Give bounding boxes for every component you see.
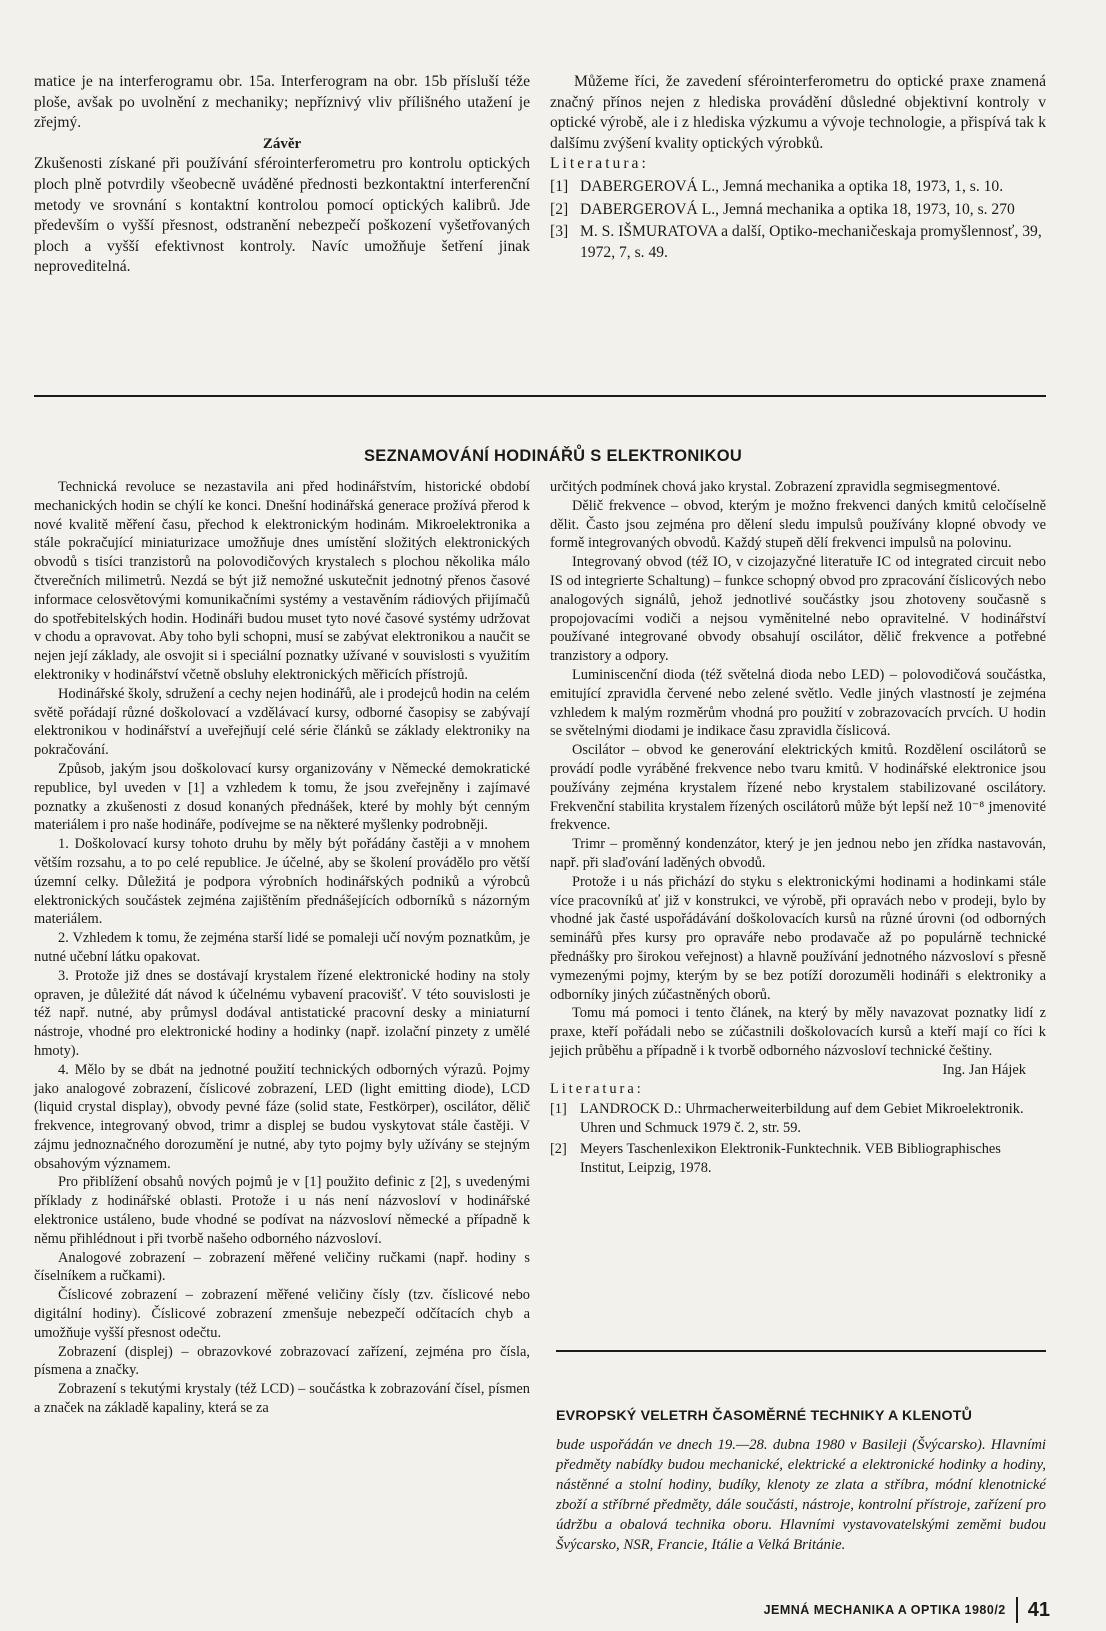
article-paragraph: Trimr – proměnný kondenzátor, který je jen jednou nebo jen zřídka nastavován, např. při slaďování laděných obvodů. [550,836,1046,871]
section-divider [34,395,1046,397]
article-paragraph: Tomu má pomoci i tento článek, na který by měly navazovat poznatky lidí z praxe, kteří pořádali nebo se zúčastnili doškolovacích kursů a kteří mají co říci k jejich průběhu a případně i k tvorbě odborného názvosloví technické češtiny. [550,1005,1046,1059]
reference-list [550,177,1046,263]
article-paragraph: Dělič frekvence – obvod, kterým je možno frekvenci daných kmitů celočíselně dělit. Často jsou zejména pro dělení sledu impulsů používány klopné obvody ve formě integrovaných obvodů. Každý stupeň dělí frekvenci impulsů na polovinu. [550,497,1046,552]
reference-text: DABERGEROVÁ L., Jemná mechanika a optika 18, 1973, 10, s. 270 [580,200,1015,218]
article-literature-heading: Literatura: [550,1080,644,1097]
conclusion-heading: Závěr [262,135,302,152]
reference-item [550,177,1046,198]
literature-heading: Literatura: [550,155,649,173]
reference-number: [3] [550,223,569,241]
closing-paragraph: Můžeme říci, že zavedení sférointerferometru do optické praxe znamená značný přínos nejen z hlediska provádění důsledné objektivní kontroly v optické výrobě, ale i z hlediska výzkumu a vývoje technologie, a přispívá tak k dalšímu zvýšení kvality optických výrobků. [550,73,1046,152]
article-paragraph: Číslicové zobrazení – zobrazení měřené veličiny čísly (tzv. číslicové nebo digitální hodiny). Číslicové zobrazení zmenšuje nebezpečí odčítacích chyb a umožňuje vyšší přesnost odečtu. [34,1287,530,1341]
article-paragraph: Oscilátor – obvod ke generování elektrických kmitů. Rozdělení oscilátorů se provádí podle vyráběné frekvence nebo tvaru kmitů. V hodinářské elektronice jsou používány zejména krystalem řízené nebo krystalem stabilizované oscilátory. Frekvenční stabilita krystalem řízených oscilátorů může být lepší než 10⁻⁸ jmenovité frekvence. [550,742,1046,834]
footer-separator [1016,1597,1018,1623]
article-paragraph: Technická revoluce se nezastavila ani před hodinářstvím, historické období mechanických hodin se chýlí ke konci. Dnešní hodinářská generace prožívá přerod k nové kvalitě měření času, přechod k elektronickým hodinám. Mikroelektronika a stále pokračující miniaturizace umožňuje dnes umístění složitých elektronických obvodů s tisíci tranzistorů na polovodičových krystalech s plochou několika málo čtverečních milimetrů. Nezdá se být již nemožné uskutečnit jednotný přenos časové informace celosvětovými komunikačními systémy a vestavěním rádiových přijímačů do spotřebitelských hodin. Hodináři budou muset tyto nové časové systémy udržovat v chodu a opravovat. Aby toho byli schopni, musí se zabývat elektronikou a naučit se nejen její základy, ale osvojit si i speciální poznatky užívané v souvislosti s využitím elektroniky v hodinářství včetně obsluhy elektronických měřicích přístrojů. [34,479,530,683]
intro-paragraph: matice je na interferogramu obr. 15a. Interferogram na obr. 15b přísluší téže ploše, avšak po uvolnění z mechaniky; nepříznivý vliv přílišného utažení je zřejmý. [34,73,530,132]
article-paragraph: Protože i u nás přichází do styku s elektronickými hodinami a hodinkami stále více pracovníků ať již v konstrukci, ve výrobě, při opravách nebo v prodeji, bylo by vhodné jak časté uspořádávání doškolovacích kursů na různé úrovni (od odborných seminářů přes kursy pro opraváře nebo prodavače až po populárně technické přednášky pro širokou veřejnost) a hlavně používání jednotného názvosloví s přesně vymezenými pojmy, kterým by se bez potíží dorozuměli hodináři s elektroniky a odborníky jiných zúčastněných oborů. [550,873,1046,1003]
fair-notice [556,1406,1046,1555]
article-left-column [34,478,530,1418]
article-paragraph: 2. Vzhledem k tomu, že zejména starší lidé se pomaleji učí novým poznatkům, je nutné učební látku opakovat. [34,930,530,965]
article-paragraph: Luminiscenční dioda (též světelná dioda nebo LED) – polovodičová součástka, emitující zpravidla červené nebo zelené světlo. Vedle jiných vlastností je zejména vzhledem k malým rozměrům vhodná pro použití v zobrazovacích prvcích. U hodin se světelnými diodami je indikace času zpravidla číslicová. [550,666,1046,740]
article-reference-list [550,1100,1046,1177]
reference-text: DABERGEROVÁ L., Jemná mechanika a optika 18, 1973, 1, s. 10. [580,177,1004,195]
article-title: SEZNAMOVÁNÍ HODINÁŘŮ S ELEKTRONIKOU [363,447,743,465]
reference-item [550,1100,1046,1138]
article-paragraph: Pro přiblížení obsahů nových pojmů je v [1] použito definic z [2], s uvedenými příklady z hodinářské oblasti. Protože i u nás není názvosloví v hodinářské elektronice ustáleno, bude vhodné se podívat na názvosloví německé a případně k němu přihlédnout i při tvorbě našeho odborného názvosloví. [34,1174,530,1247]
reference-number: [1] [550,177,569,195]
article-paragraph: Integrovaný obvod (též IO, v cizojazyčné literatuře IC od integrated circuit nebo IS od integrierte Schaltung) – funkce schopný obvod pro zpracování číslicových nebo analogových signálů, jehož jednotlivé součástky jsou zhotoveny současně s propojovacími vodiči a nejsou vyměnitelné nebo opravitelné. V hodinářství používané integrované obvody obsahují oscilátor, dělič frekvence a potřebné tranzistory a odpory. [550,554,1046,665]
reference-number: [1] [550,1101,567,1118]
article-author: Ing. Jan Hájek [942,1061,1026,1078]
article-paragraph: 3. Protože již dnes se dostávají krystalem řízené elektronické hodiny na stoly opraven, je důležité dát návod k účelnému vybavení pracovišť. V této souvislosti je též např. nutné, aby průmysl dodával antistatické pracovní desky a miniaturní nástroje, vhodné pro elektronické hodiny a hodinky (např. izolační pinzety z umělé hmoty). [34,967,530,1059]
article-paragraph: Zobrazení s tekutými krystaly (též LCD) – součástka k zobrazování čísel, písmen a značek na základě kapaliny, která se za [34,1381,530,1417]
top-left-column [34,72,530,278]
reference-item [550,222,1046,263]
article-paragraph: Hodinářské školy, sdružení a cechy nejen hodinářů, ale i prodejců hodin na celém světě pořádají různé doškolovací a vzdělávací kursy, odborné časopisy se zabývají elektronikou v hodinářství a uveřejňují celé série článků se základy elektroniky na pokračování. [34,685,530,759]
box-divider [556,1350,1046,1352]
reference-text: M. S. IŠMURATOVA a další, Optiko-mechaničeskaja promyšlennosť, 39, 1972, 7, s. 49. [580,223,1042,261]
reference-item [550,1140,1046,1178]
article-right-text [550,478,1046,1061]
article-paragraph: Způsob, jakým jsou doškolovací kursy organizovány v Německé demokratické republice, byl uveden v [1] a vzhledem k tomu, že jsou zveřejněny i zajímavé poznatky a zkušenosti z dosud konaných přednášek, které by mohly být cenným materiálem i pro naše hodináře, podívejme se na některé myšlenky podrobněji. [34,760,530,834]
article-paragraph: Zobrazení (displej) – obrazovkové zobrazovací zařízení, zejména pro čísla, písmena a značky. [34,1343,530,1379]
article-paragraph: Analogové zobrazení – zobrazení měřené veličiny ručkami (např. hodiny s číselníkem a ručkami). [34,1249,530,1285]
page-footer [764,1597,1050,1623]
page-number: 41 [1027,1598,1050,1621]
article-paragraph: 4. Mělo by se dbát na jednotné použití technických odborných výrazů. Pojmy jako analogové zobrazení, číslicové zobrazení, LED (light emitting diode), LCD (liquid crystal display), obvody pevné fáze (solid state, Festkörper), oscilátor, dělič frekvence, integrovaný obvod, trimr a displej se budou vyskytovat stále častěji. V zájmu jednoznačného dorozumění je nutné, aby tyto pojmy byly užívány se stejným obsahovým významem. [34,1061,530,1172]
fair-notice-body: bude uspořádán ve dnech 19.—28. dubna 1980 v Basileji (Švýcarsko). Hlavními předměty nabídky budou mechanické, elektrické a elektronické hodinky a hodiny, nástěnné a stolní hodiny, budíky, klenoty ze zlata a stříbra, módní klenotnické zboží a stříbrné předměty, dále součásti, nástroje, kontrolní přístroje, zařízení pro údržbu a obalová technika oboru. Hlavními vystavovatelskými zeměmi budou Švýcarsko, NSR, Francie, Itálie a Velká Británie. [556,1436,1046,1553]
reference-number: [2] [550,1140,567,1157]
top-right-column [550,72,1046,265]
reference-item [550,200,1046,221]
fair-notice-title: EVROPSKÝ VELETRH ČASOMĚRNÉ TECHNIKY A KLENOTŮ [556,1408,973,1424]
article-paragraph: určitých podmínek chová jako krystal. Zobrazení zpravidla segmisegmentové. [550,479,1001,495]
journal-name: JEMNÁ MECHANIKA A OPTIKA 1980/2 [763,1603,1006,1617]
article-right-column [550,478,1046,1179]
conclusion-paragraph: Zkušenosti získané při používání sférointerferometru pro kontrolu optických ploch plně potvrdily všeobecně uváděné přednosti bezkontaktní interferenční metody ve srovnání s kontaktní kontrolou pomocí optických kalibrů. Jde především o vyšší přesnost, odstranění nebezpečí poškození vyšetřovaných ploch a vyšší efektivnost kontroly. Navíc umožňuje šetření jinak neproveditelná. [34,155,530,276]
article-paragraph: 1. Doškolovací kursy tohoto druhu by měly být pořádány častěji a v mnohem větším rozsahu, a to po celé republice. Je účelné, aby se školení provádělo pro větší územní celky. Důležitá je podpora výrobních hodinářských podniků a výrobců elektronických součástek zejména zajištěním přednášejících odborníků s názorným materiálem. [34,836,530,928]
reference-text: Meyers Taschenlexikon Elektronik-Funktechnik. VEB Bibliographisches Institut, Leipzig, 1978. [580,1140,1001,1176]
reference-text: LANDROCK D.: Uhrmacherweiterbildung auf dem Gebiet Mikroelektronik. Uhren und Schmuck 1979 č. 2, str. 59. [580,1101,1024,1137]
reference-number: [2] [550,200,569,218]
